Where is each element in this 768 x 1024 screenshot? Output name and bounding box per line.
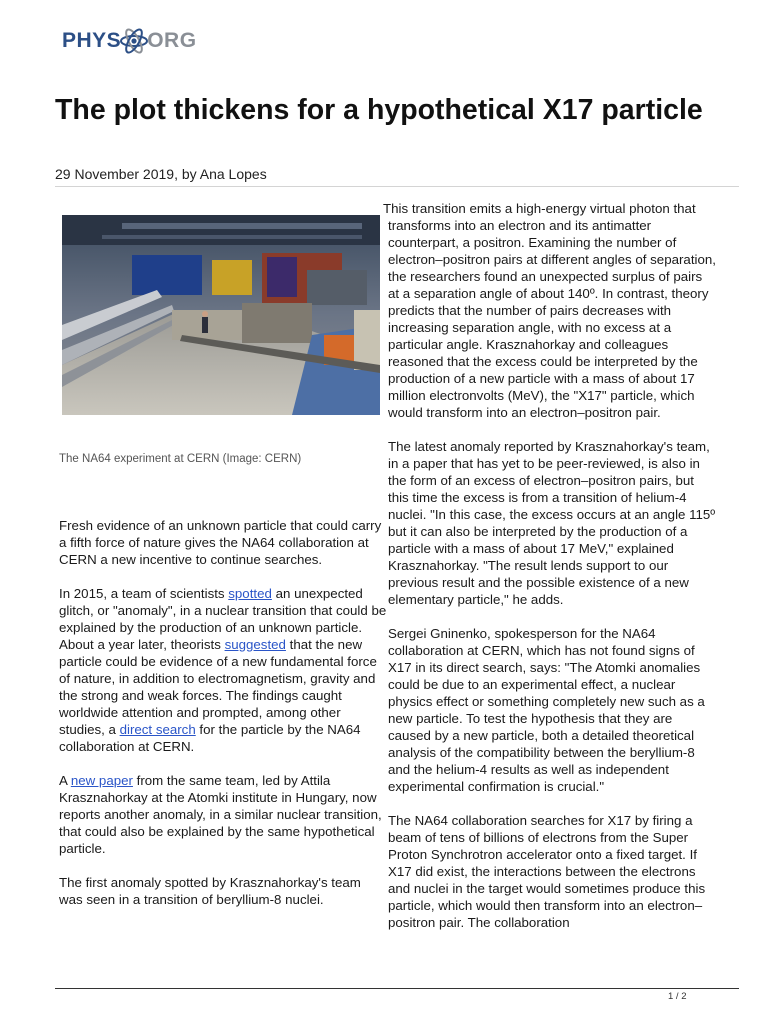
paragraph: The NA64 collaboration searches for X17 by firing a beam of tens of billions of electrons from the Super Proton Synchrotron accelerator onto a fixed target. If X17 did exist, the interactions between the electrons and nuclei in the target would sometimes produce this particle, which would then transform into an electron–positron pair. The collaboration bbox=[388, 813, 706, 930]
paragraph: Sergei Gninenko, spokesperson for the NA64 collaboration at CERN, which has not found signs of X17 in its direct search, says: "The Atomki anomalies could be due to an experimental effect, a nuclear physics effect or something completely new such as a new particle. To test the hypothesis that they are caused by a new particle, both a detailed theoretical analysis of the compatibility between the beryllium-8 and the helium-4 results as well as independent experimental confirmation is crucial." bbox=[388, 626, 705, 794]
text-span: that the new particle could be evidence of a new fundamental force of nature, in addition to electromagnetism, gravity and the strong and weak forces. The findings caught worldwide attention and prompted, among other studies, a bbox=[59, 637, 377, 737]
text-span: from the same team, led by Attila Krasznahorkay at the Atomki institute in Hungary, now reports another anomaly, in a similar nuclear transition, that could also be explained by the same hypothetical particle. bbox=[59, 773, 382, 856]
logo-org-text: ORG bbox=[147, 29, 197, 52]
article-byline: 29 November 2019, by Ana Lopes bbox=[55, 166, 267, 182]
paragraph bbox=[59, 585, 387, 755]
direct-search-link[interactable]: direct search bbox=[119, 722, 196, 737]
paragraph bbox=[59, 772, 387, 857]
spotted-link[interactable]: spotted bbox=[228, 586, 272, 601]
paragraph: This transition emits a high-energy virtual photon that transforms into an electron and its antimatter counterpart, a positron. Examining the number of electron–positron pairs at different angles of separation, the researchers found an unexpected surplus of pairs at a separation angle of about 140º. In contrast, theory predicts that the number of pairs decreases with increasing separation angle, with no excess at a particular angle. Krasznahorkay and colleagues reasoned that the excess could be interpreted by the production of a new particle with a mass of about 17 million electronvolts (MeV), the "X17" particle, which would transform into an electron–positron pair. bbox=[383, 201, 716, 420]
text-span: for the particle by the NA64 collaboration at CERN. bbox=[59, 722, 361, 754]
paragraph: The first anomaly spotted by Krasznahorkay's team was seen in a transition of beryllium-8 nuclei. bbox=[59, 875, 361, 907]
text-span: an unexpected glitch, or "anomaly", in a nuclear transition that could be explained by the production of an unknown particle. About a year later, theorists bbox=[59, 586, 387, 652]
phys-org-logo[interactable] bbox=[62, 26, 197, 56]
article-body-left bbox=[59, 517, 387, 925]
new-paper-link[interactable]: new paper bbox=[70, 773, 133, 788]
paragraph: The latest anomaly reported by Krasznahorkay's team, in a paper that has yet to be peer-reviewed, is also in the form of an excess of electron–positron pairs, but this time the excess is from a transition of helium-4 nuclei. "In this case, the excess occurs at an angle 115º but it can also be interpreted by the production of a particle with a mass of about 17 MeV," explained Krasznahorkay. "The result lends support to our previous result and the possible existence of a new elementary particle," he adds. bbox=[388, 439, 716, 607]
logo-phys-text: PHYS bbox=[62, 29, 122, 52]
atom-icon bbox=[119, 26, 149, 56]
text-span: In 2015, a team of scientists bbox=[59, 586, 229, 601]
suggested-link[interactable]: suggested bbox=[224, 637, 286, 652]
text-span: A bbox=[59, 773, 71, 788]
paragraph: Fresh evidence of an unknown particle that could carry a fifth force of nature gives the NA64 collaboration at CERN a new incentive to continue searches. bbox=[59, 518, 382, 567]
header-divider bbox=[55, 186, 739, 187]
photo-caption: The NA64 experiment at CERN (Image: CERN) bbox=[59, 453, 302, 465]
page-number: 1 / 2 bbox=[668, 991, 687, 1002]
footer-divider bbox=[55, 988, 739, 989]
article-title: The plot thickens for a hypothetical X17 particle bbox=[55, 94, 703, 126]
article-body-right bbox=[383, 200, 716, 948]
na64-experiment-photo bbox=[62, 215, 380, 415]
